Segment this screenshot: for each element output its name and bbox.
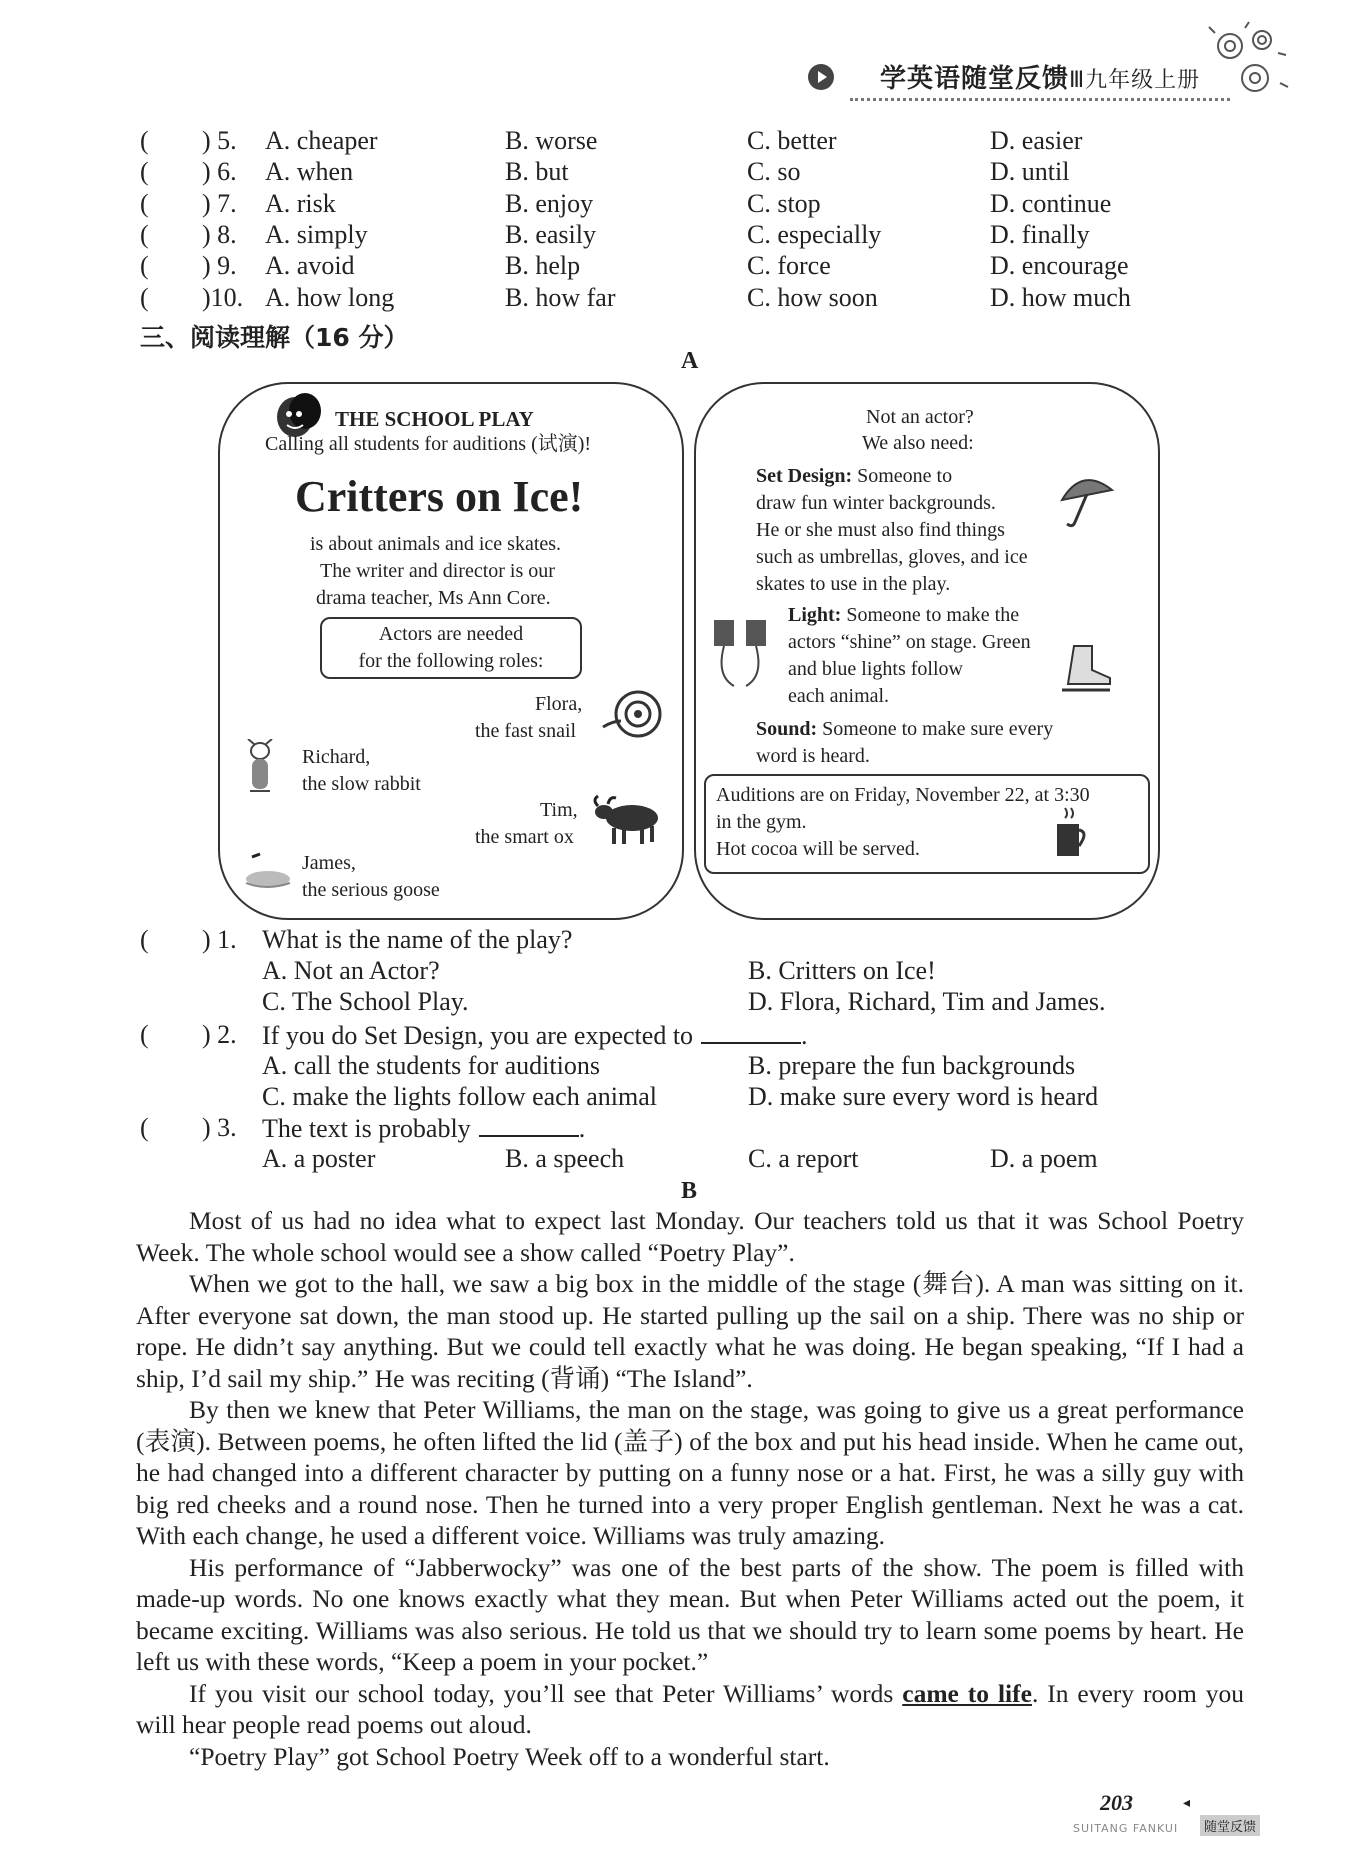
passage-b-label: B <box>681 1178 698 1204</box>
option-c: C. better <box>747 126 837 155</box>
choice-a: A. Not an Actor? <box>262 956 440 985</box>
passage-a-label: A <box>681 348 699 374</box>
cocoa-mug-icon <box>1051 806 1091 861</box>
roles-line-1: Actors are needed <box>378 623 524 645</box>
choice-b: B. Critters on Ice! <box>748 956 936 985</box>
question-paren: ( <box>140 925 149 954</box>
option-b: B. enjoy <box>505 188 594 218</box>
choice-a: A. a poster <box>262 1144 376 1173</box>
umbrella-icon <box>1054 468 1116 530</box>
roles-line-2: for the following roles: <box>358 650 544 672</box>
question-paren: ( <box>140 1113 149 1142</box>
option-num: ) 6. <box>202 157 237 187</box>
flora-name: Flora, <box>535 693 583 715</box>
option-d: D. continue <box>990 188 1112 218</box>
book-title: 学英语随堂反馈Ⅲ九年级上册 <box>880 64 1201 94</box>
option-b: B. how far <box>505 282 616 312</box>
paragraph: If you visit our school today, you’ll see that Peter Williams’ words came to life. In every room you will hear people read poems out aloud. <box>136 1678 1244 1739</box>
option-row <box>140 251 1260 281</box>
option-row <box>140 220 1260 250</box>
option-row <box>140 157 1260 187</box>
option-a: A. simply <box>265 219 368 249</box>
option-c: C. stop <box>747 188 821 218</box>
question-number: ) 3. <box>202 1113 237 1142</box>
footer-english: SUITANG FANKUI <box>1073 1822 1179 1835</box>
option-row <box>140 126 1260 156</box>
james-name: James, <box>302 852 356 874</box>
option-d: D. encourage <box>990 251 1129 281</box>
play-icon <box>808 64 834 90</box>
question-stem: If you do Set Design, you are expected to . <box>262 1021 808 1050</box>
option-paren: ( <box>140 126 149 155</box>
passage-b <box>136 1205 1244 1772</box>
james-role: the serious goose <box>302 879 440 901</box>
choice-c: C. The School Play. <box>262 987 469 1016</box>
crew-intro-2: We also need: <box>862 432 974 454</box>
sound-line-2: word is heard. <box>756 745 870 767</box>
light-line-4: each animal. <box>788 685 890 707</box>
auditions-line-3: Hot cocoa will be served. <box>716 838 920 860</box>
option-a: A. cheaper <box>265 126 378 155</box>
auditions-line-1: Auditions are on Friday, November 22, at 3:30 <box>716 784 1090 806</box>
option-a: A. how long <box>265 282 395 312</box>
answer-blank[interactable] <box>479 1113 579 1137</box>
roles-box <box>320 617 582 679</box>
option-b: B. easily <box>505 219 596 249</box>
arrow-icon: ◂ <box>1183 1796 1191 1811</box>
tim-role: the smart ox <box>475 826 574 848</box>
choice-a: A. call the students for auditions <box>262 1051 600 1080</box>
poster-desc-2: The writer and director is our <box>320 560 555 582</box>
option-d: D. until <box>990 157 1070 187</box>
option-c: C. how soon <box>747 282 878 312</box>
poster-desc-1: is about animals and ice skates. <box>310 533 562 555</box>
ox-icon <box>590 792 665 850</box>
choice-d: D. Flora, Richard, Tim and James. <box>748 987 1106 1016</box>
poster-heading: THE SCHOOL PLAY <box>335 407 534 431</box>
richard-name: Richard, <box>302 746 371 768</box>
section-title: 三、阅读理解（16 分） <box>140 323 409 352</box>
question-paren: ( <box>140 1020 149 1049</box>
auditions-line-2: in the gym. <box>716 811 807 833</box>
sound-line-1: Sound: Someone to make sure every <box>756 718 1054 740</box>
auditions-box <box>704 774 1150 874</box>
option-c: C. so <box>747 157 801 187</box>
crew-intro-1: Not an actor? <box>866 406 974 428</box>
poster-desc-3: drama teacher, Ms Ann Core. <box>316 587 551 609</box>
footer-tag: 随堂反馈 <box>1200 1815 1260 1836</box>
option-b: B. but <box>505 157 569 187</box>
set-design-line-4: such as umbrellas, gloves, and ice <box>756 546 1028 568</box>
choice-b: B. a speech <box>505 1144 625 1173</box>
page-number: 203 <box>1100 1790 1133 1815</box>
option-paren: ( <box>140 282 149 312</box>
header-divider <box>850 98 1230 101</box>
option-d: D. how much <box>990 282 1131 312</box>
crew-poster <box>694 382 1160 920</box>
option-num: ) 5. <box>202 126 237 155</box>
paragraph: “Poetry Play” got School Poetry Week off to a wonderful start. <box>189 1741 830 1771</box>
set-design-line-3: He or she must also find things <box>756 519 1005 541</box>
option-b: B. worse <box>505 126 598 155</box>
choice-b: B. prepare the fun backgrounds <box>748 1051 1076 1080</box>
play-title: Critters on Ice! <box>295 472 584 521</box>
answer-blank[interactable] <box>701 1020 801 1044</box>
option-d: D. easier <box>990 126 1083 155</box>
question-number: ) 1. <box>202 925 237 954</box>
option-num: ) 9. <box>202 251 237 281</box>
flower-decoration-icon <box>1200 18 1295 103</box>
option-paren: ( <box>140 188 149 218</box>
ice-skate-icon <box>1054 640 1116 695</box>
choice-c: C. a report <box>748 1144 859 1173</box>
option-a: A. risk <box>265 188 336 218</box>
choice-d: D. a poem <box>990 1144 1098 1173</box>
underlined-phrase: came to life <box>902 1678 1032 1708</box>
gloves-icon <box>708 614 778 694</box>
light-line-2: actors “shine” on stage. Green <box>788 631 1031 653</box>
richard-role: the slow rabbit <box>302 773 421 795</box>
option-row <box>140 283 1260 313</box>
option-a: A. avoid <box>265 251 355 281</box>
flora-role: the fast snail <box>475 720 577 742</box>
set-design-line-5: skates to use in the play. <box>756 573 951 595</box>
question-number: ) 2. <box>202 1020 237 1049</box>
set-design-line-2: draw fun winter backgrounds. <box>756 492 996 514</box>
option-c: C. force <box>747 251 831 281</box>
option-d: D. finally <box>990 219 1090 249</box>
light-line-1: Light: Someone to make the <box>788 604 1020 626</box>
school-play-poster <box>218 382 684 920</box>
choice-d: D. make sure every word is heard <box>748 1082 1099 1111</box>
option-num: )10. <box>202 282 244 312</box>
paragraph: His performance of “Jabberwocky” was one of the best parts of the show. The poem is filled with made-up words. No one knows exactly what they mean. But when Peter Williams acted out the poem, it became exciting. Williams was also serious. He told us that we should try to learn some poems by heart. He left us with these words, “Keep a poem in your pocket.” <box>136 1552 1244 1676</box>
option-paren: ( <box>140 157 149 187</box>
goose-icon <box>240 849 295 894</box>
set-design-line-1: Set Design: Someone to <box>756 465 953 487</box>
rabbit-icon <box>240 739 280 799</box>
option-row <box>140 189 1260 219</box>
snail-icon <box>598 687 668 742</box>
poster-calling: Calling all students for auditions (试演)! <box>265 433 592 455</box>
tim-name: Tim, <box>540 799 578 821</box>
option-paren: ( <box>140 219 149 249</box>
option-c: C. especially <box>747 219 882 249</box>
paragraph: By then we knew that Peter Williams, the man on the stage, was going to give us a great performance (表演). Between poems, he often lifted the lid (盖子) of the box and put his head inside. When he came out, he had changed into a different character by putting on a funny nose or a hat. First, he was a silly guy with big red cheeks and a round nose. Then he turned into a very proper English gentleman. Next he was a cat. With each change, he used a different voice. Williams was truly amazing. <box>136 1395 1244 1550</box>
light-line-3: and blue lights follow <box>788 658 963 680</box>
option-paren: ( <box>140 251 149 281</box>
option-a: A. when <box>265 157 354 187</box>
option-num: ) 7. <box>202 188 237 218</box>
question-stem: The text is probably . <box>262 1114 586 1143</box>
paragraph: When we got to the hall, we saw a big box in the middle of the stage (舞台). A man was sitting on it. After everyone sat down, the man stood up. He started pulling up the sail on a ship. There was no ship or rope. He didn’t say anything. But we could tell exactly what he was doing. He began speaking, “If I had a ship, I’d sail my ship.” He was reciting (背诵) “The Island”. <box>136 1269 1244 1393</box>
choice-c: C. make the lights follow each animal <box>262 1082 657 1111</box>
paragraph: Most of us had no idea what to expect last Monday. Our teachers told us that it was School Poetry Week. The whole school would see a show called “Poetry Play”. <box>136 1206 1244 1267</box>
option-num: ) 8. <box>202 219 237 249</box>
question-stem: What is the name of the play? <box>262 925 573 954</box>
option-b: B. help <box>505 251 581 281</box>
